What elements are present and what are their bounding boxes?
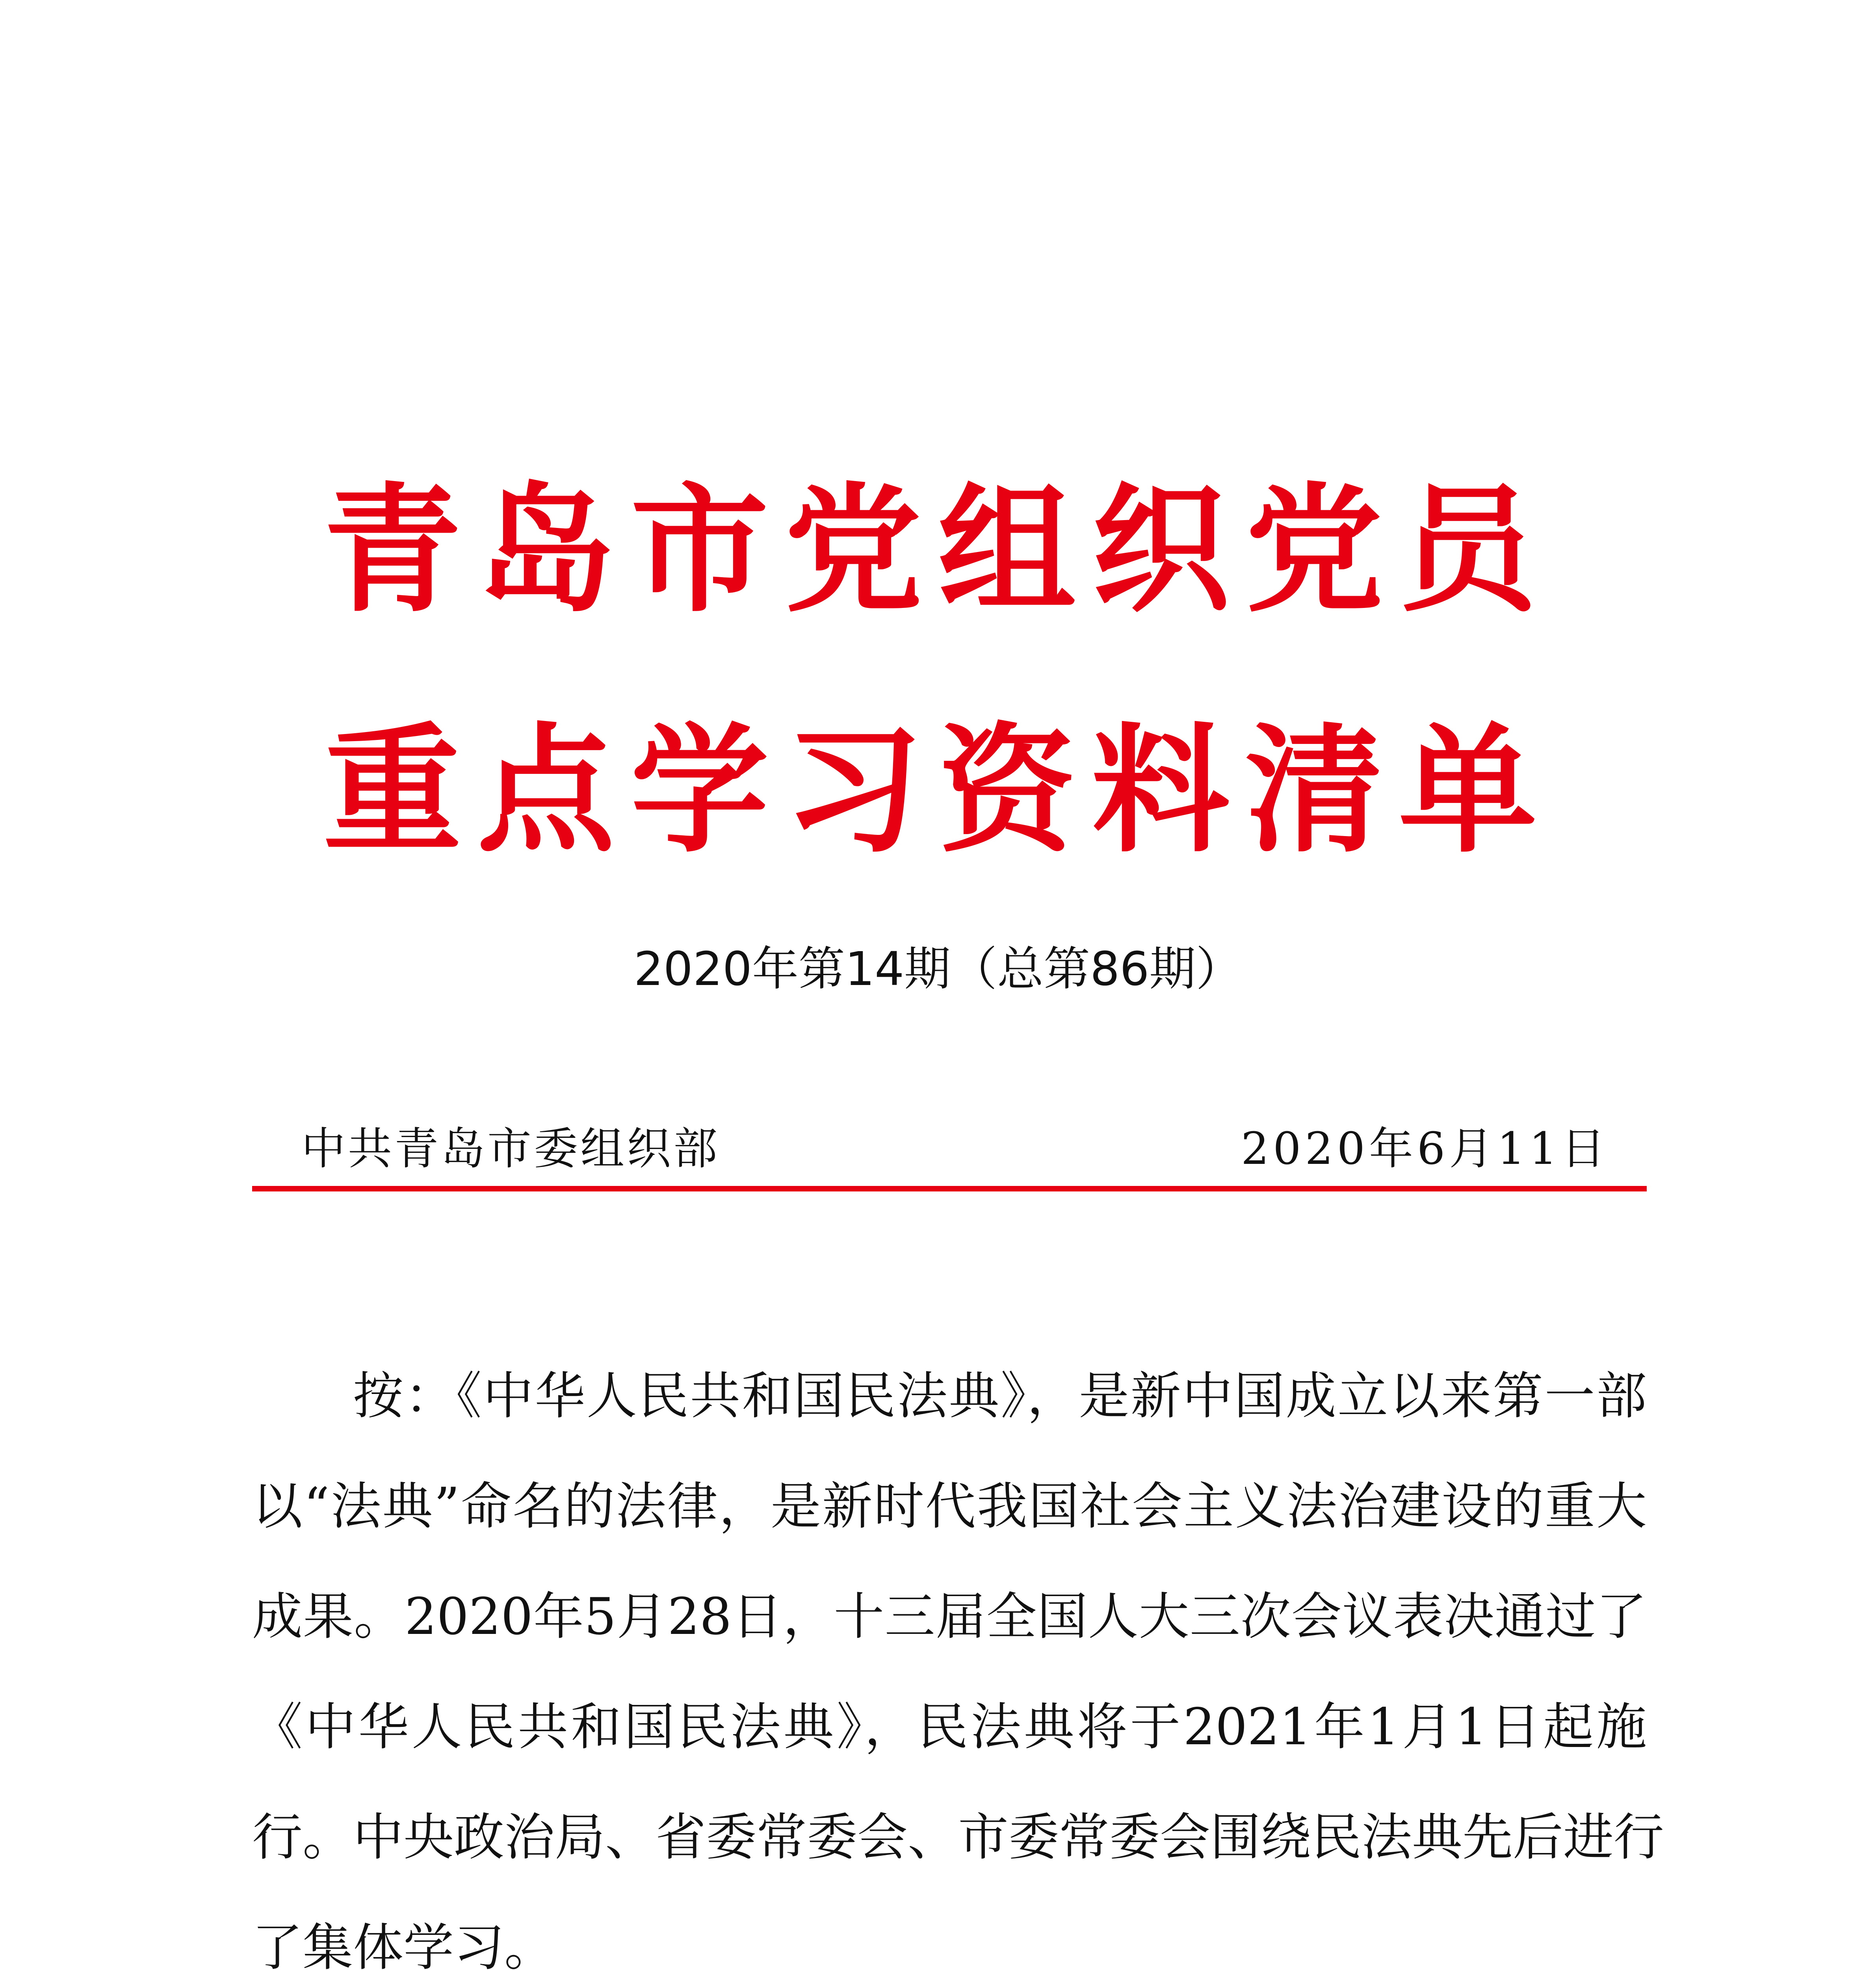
document-title-line-1: 青岛市党组织党员 [323, 468, 1553, 631]
paragraph-1-line-6: 了集体学习。 [252, 1918, 555, 1970]
issue-date: 2020年6月11日 [1241, 1123, 1609, 1175]
paragraph-1-line-5: 行。中央政治局、省委常委会、市委常委会围绕民法典先后进行 [252, 1808, 1664, 1867]
paragraph-1-line-4: 《中华人民共和国民法典》，民法典将于2021年1月1日起施 [252, 1698, 1647, 1756]
issue-number: 2020年第14期（总第86期） [633, 942, 1243, 996]
document-title-line-2: 重点学习资料清单 [323, 709, 1553, 871]
paragraph-1-line-2: 以“法典”命名的法律，是新时代我国社会主义法治建设的重大 [252, 1477, 1647, 1536]
paragraph-1-line-1: 按：《中华人民共和国民法典》，是新中国成立以来第一部 [353, 1367, 1647, 1425]
paragraph-1-line-3: 成果。2020年5月28日，十三届全国人大三次会议表决通过了 [252, 1587, 1647, 1646]
issuer-name: 中共青岛市委组织部 [301, 1123, 720, 1175]
red-separator-line [252, 1186, 1647, 1191]
body-text [252, 1367, 1664, 1970]
